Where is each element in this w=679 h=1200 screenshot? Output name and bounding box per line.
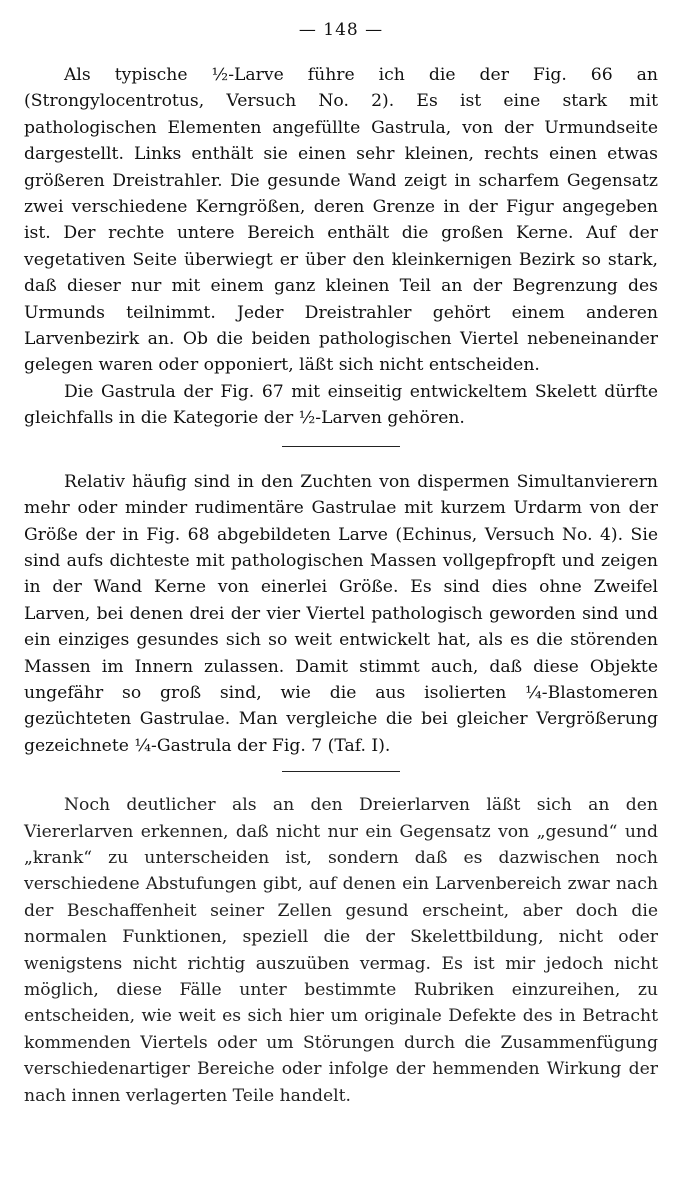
paragraph-simultanvierer: Relativ häufig sind in den Zuchten von dispermen Simultanvierern mehr oder minder rudimentäre Gastrulae mit kurzem Urdarm von der Größe der in Fig. 68 abgebildeten Larve (Echinus, Versuch No. 4). Sie sind aufs dichteste mit pathologischen Massen vollgepfropft und zeigen in der Wand Kerne von einerlei Größe. Es sind dies ohne Zweifel Larven, bei denen drei der vier Viertel pathologisch geworden sind und ein einziges gesundes sich so weit entwickelt hat, als es die störenden Massen im Innern zulassen. Damit stimmt auch, daß diese Objekte ungefähr so groß sind, wie die aus isolierten ¼-Blastomeren gezüchteten Gastrulae. Man vergleiche die bei gleicher Vergrößerung gezeichnete ¼-Gastrula der Fig. 7 (Taf. I). — [24, 471, 658, 756]
section-divider — [282, 446, 400, 447]
paragraph-half-larva: Als typische ½-Larve führe ich die der Fig. 66 an (Strongylocentrotus, Versuch No. 2). Es ist eine stark mit pathologischen Elementen angefüllte Gastrula, von der Urmundseite dargestellt. Links enthält sie einen sehr kleinen, rechts einen etwas größeren Dreistrahler. Die gesunde Wand zeigt in scharfem Gegensatz zwei verschiedene Kerngrößen, deren Grenze in der Figur angegeben ist. Der rechte untere Bereich enthält die großen Kerne. Auf der vegetativen Seite überwiegt er über den kleinkernigen Bezirk so stark, daß dieser nur mit einem ganz kleinen Teil an der Begrenzung des Urmunds teilnimmt. Jeder Dreistrahler gehört einem anderen Larvenbezirk an. Ob die beiden pathologischen Viertel nebeneinander gelegen waren oder opponiert, läßt sich nicht entscheiden. — [24, 65, 658, 376]
paragraph-viererlarven: Noch deutlicher als an den Dreierlarven läßt sich an den Viererlarven erkennen, daß nicht nur ein Gegensatz von „gesund“ und „krank“ zu unterscheiden ist, sondern daß es dazwischen noch verschiedene Abstufungen gibt, auf denen ein Larvenbereich zwar nach der Beschaffenheit seiner Zellen gesund erscheint, aber doch die normalen Funktionen, speziell die der Skelettbildung, nicht oder wenigstens nicht richtig auszuüben vermag. Es ist mir jedoch nicht möglich, diese Fälle unter bestimmte Rubriken einzureihen, zu entscheiden, wie weit es sich hier um originale Defekte des in Betracht kommenden Viertels oder um Störungen durch die Zusammenfügung verschiedenartiger Bereiche oder infolge der hemmenden Wirkung der nach innen verlagerten Teile handelt. — [24, 795, 658, 1106]
section-divider — [282, 771, 400, 772]
paragraph-gastrula-fig67: Die Gastrula der Fig. 67 mit einseitig entwickeltem Skelett dürfte gleichfalls in die Kategorie der ½-Larven gehören. — [24, 381, 658, 429]
page-number: — 148 — — [298, 20, 384, 40]
document-page — [24, 16, 658, 1109]
